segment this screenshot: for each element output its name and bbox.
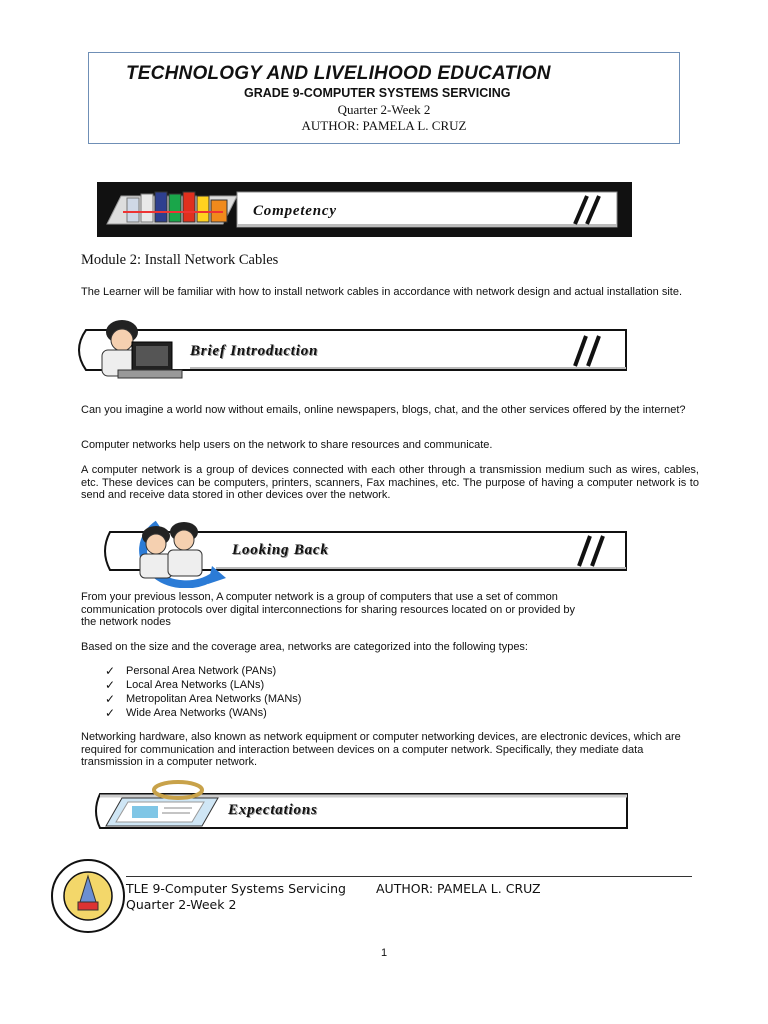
list-item: ✓ Metropolitan Area Networks (MANs) xyxy=(105,692,302,706)
looking-back-line-3: the network nodes xyxy=(81,616,171,628)
looking-back-line-1: From your previous lesson, A computer network is a group of computers that use a set of common xyxy=(81,591,558,603)
schools-division-seal-icon xyxy=(50,858,126,934)
looking-back-banner-label: Looking Back xyxy=(232,542,329,558)
grade-subtitle: GRADE 9-COMPUTER SYSTEMS SERVICING xyxy=(244,86,511,100)
competency-banner xyxy=(97,182,632,237)
document-title: TECHNOLOGY AND LIVELIHOOD EDUCATION xyxy=(126,63,551,84)
looking-back-paragraph-1 xyxy=(81,591,721,629)
quarter-label: Quarter 2-Week 2 xyxy=(337,102,431,117)
brief-intro-banner xyxy=(70,318,630,386)
schools-division-seal xyxy=(50,858,126,934)
page-number: 1 xyxy=(380,947,388,959)
checkmark-icon: ✓ xyxy=(105,678,116,692)
competency-text: The Learner will be familiar with how to install network cables in accordance with network design and actual installation site. xyxy=(81,286,683,298)
footer-course-line-1: TLE 9-Computer Systems Servicing xyxy=(126,881,346,896)
looking-back-banner-graphic xyxy=(96,516,631,588)
looking-back-paragraph-3: Networking hardware, also known as network equipment or computer networking devices, are electronic devices, which are required for communication and interaction between devices on a computer network. Specifically, they mediate data transmission in a computer network. xyxy=(81,731,681,768)
list-item: ✓ Local Area Networks (LANs) xyxy=(105,678,265,692)
footer-rule xyxy=(126,876,692,877)
looking-back-banner xyxy=(96,516,631,588)
books-icon xyxy=(107,192,237,224)
expectations-banner xyxy=(92,780,632,840)
author-label: AUTHOR: PAMELA L. CRUZ xyxy=(301,118,467,133)
intro-paragraph-3: A computer network is a group of devices connected with each other through a transmission medium such as wires, cables, etc. These devices can be computers, printers, scanners, Fax machines, etc. The purpose of having a computer network is to send and receive data stored in other devices over the network. xyxy=(81,464,699,501)
looking-back-paragraph-2: Based on the size and the coverage area, networks are categorized into the following types: xyxy=(81,641,528,653)
brief-intro-banner-graphic xyxy=(70,318,630,386)
intro-paragraph-1: Can you imagine a world now without emails, online newspapers, blogs, chat, and the other services offered by the internet? xyxy=(81,404,686,416)
module-title: Module 2: Install Network Cables xyxy=(81,252,279,268)
expectations-banner-graphic xyxy=(92,780,632,840)
two-students-icon xyxy=(140,522,202,578)
checkmark-icon: ✓ xyxy=(105,706,116,720)
expectations-banner-label: Expectations xyxy=(228,802,318,818)
footer-author: AUTHOR: PAMELA L. CRUZ xyxy=(376,881,541,896)
network-types-list xyxy=(104,664,301,720)
intro-paragraph-2: Computer networks help users on the network to share resources and communicate. xyxy=(81,439,493,451)
looking-back-line-2: communication protocols over digital interconnections for sharing resources located on or provided by xyxy=(81,603,576,616)
competency-banner-label: Competency xyxy=(253,203,337,219)
list-item: ✓ Personal Area Network (PANs) xyxy=(105,664,277,678)
list-item: ✓ Wide Area Networks (WANs) xyxy=(105,706,267,720)
footer-course-line-2: Quarter 2-Week 2 xyxy=(126,897,237,912)
checkmark-icon: ✓ xyxy=(105,664,116,678)
competency-banner-graphic xyxy=(97,182,632,237)
document-magnifier-icon xyxy=(106,782,218,826)
brief-intro-banner-label: Brief Introduction xyxy=(190,343,319,359)
checkmark-icon: ✓ xyxy=(105,692,116,706)
